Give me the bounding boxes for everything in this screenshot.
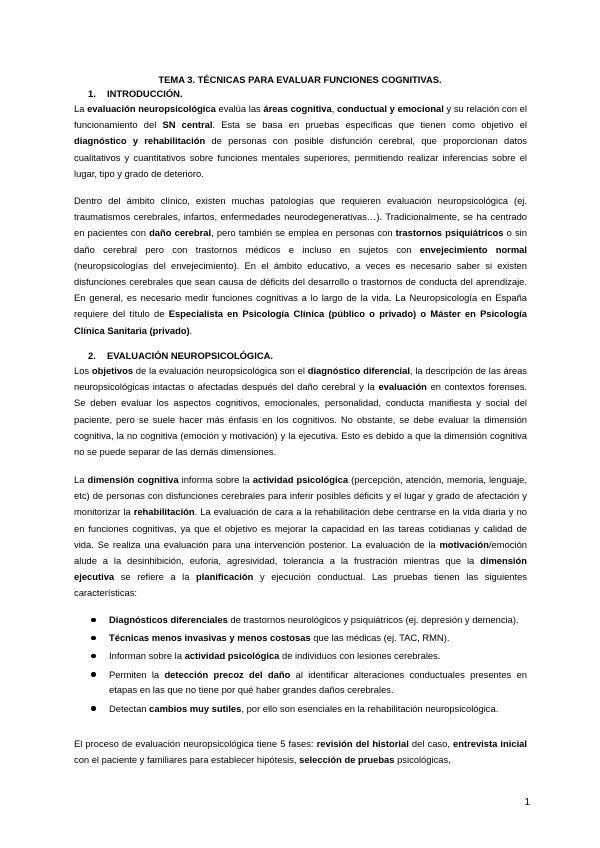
list-item: Informan sobre la actividad psicológica de individuos con lesiones cerebrales. xyxy=(90,648,527,664)
section-1-paragraph-2: Dentro del ámbito clínico, existen muchas patologías que requieren evaluación neuropsicológica (ej. traumatismos cerebrales, infartos, enfermedades neurodegenerativas…). Tradicionalmente, se ha centrado en pacientes con daño cerebral, pero también se emplea en personas con trastornos psiquiátricos o sin daño cerebral pero con trastornos médicos e incluso en sujetos con envejecimiento normal (neuropsicologías del envejecimiento). En el ámbito educativo, a veces es necesario saber si existen disfunciones cerebrales que sean causa de déficits del desarrollo o trastornos de conducta del aprendizaje. En general, es necesario medir funciones cognitivas a lo largo de la vida. La Neuropsicología en España requiere del título de Especialista en Psicología Clínica (público o privado) o Máster en Psicología Clínica Sanitaria (privado). xyxy=(74,195,527,336)
list-item: Detectan cambios muy sutiles, por ello son esenciales en la rehabilitación neuropsicológica. xyxy=(90,701,527,717)
section-1-paragraph-1: La evaluación neuropsicológica evalúa las áreas cognitiva, conductual y emocional y su relación con el funcionamiento del SN central. Esta se basa en pruebas específicas que tienen como objetivo el diagnóstico y rehabilitación de personas con posible disfunción cerebral, que proporcionan datos cualitativos y cuantitativos sobre funciones mentales superiores, permitiendo realizar inferencias sobre el lugar, tipo y grado de deterioro. xyxy=(74,103,527,179)
page-number: 1 xyxy=(524,797,530,808)
characteristics-list xyxy=(90,612,527,719)
section-2-paragraph-2: La dimensión cognitiva informa sobre la actividad psicológica (percepción, atención, memoria, lenguaje, etc) de personas con disfunciones cerebrales para inferir posibles déficits y el lugar y grado de afectación y monitorizar la rehabilitación. La evaluación de cara a la rehabilitación debe centrarse en la vida diaria y no en funciones cognitivas, ya que el objetivo es mejorar la capacidad en las tareas cotidianas y calidad de vida. Se realiza una evaluación para una intervención posterior. La evaluación de la motivación/emoción alude a la desinhibición, euforia, agresividad, tolerancia a la frustración mientras que la dimensión ejecutiva se refiere a la planificación y ejecución conductual. Las pruebas tienen las siguientes características: xyxy=(74,474,527,599)
section-2-paragraph-3: El proceso de evaluación neuropsicológica tiene 5 fases: revisión del historial del caso, entrevista inicial con el paciente y familiares para establecer hipótesis, selección de pruebas psicológicas, xyxy=(74,738,527,766)
section-2-heading xyxy=(88,350,273,362)
section-1-title: INTRODUCCIÓN. xyxy=(107,88,183,99)
document-title: TEMA 3. TÉCNICAS PARA EVALUAR FUNCIONES COGNITIVAS. xyxy=(158,74,442,85)
list-item: Técnicas menos invasivas y menos costosas que las médicas (ej. TAC, RMN). xyxy=(90,630,527,646)
section-2-paragraph-1: Los objetivos de la evaluación neuropsicológica son el diagnóstico diferencial, la descripción de las áreas neuropsicológicas intactas o afectadas después del daño cerebral y la evaluación en contextos forenses. Se deben evaluar los aspectos cognitivos, emocionales, personalidad, conducta manifiesta y social del paciente, pero se suele hacer más énfasis en los cognitivos. No obstante, se debe evaluar la dimensión cognitiva, la no cognitiva (emoción y motivación) y la ejecutiva. Esto es debido a que la dimensión cognitiva no se puede separar de las demás dimensiones. xyxy=(74,365,528,458)
list-item: Diagnósticos diferenciales de trastornos neurológicos y psiquiátricos (ej. depresión y demencia). xyxy=(90,612,527,628)
section-1-number: 1. xyxy=(88,88,96,99)
section-1-heading xyxy=(88,88,183,100)
section-2-number: 2. xyxy=(88,350,96,361)
section-2-title: EVALUACIÓN NEUROPSICOLÓGICA. xyxy=(107,350,273,361)
list-item: Permiten la detección precoz del daño al identificar alteraciones conductuales presentes en etapas en las que no tiene por qué haber grandes daños cerebrales. xyxy=(90,667,527,698)
